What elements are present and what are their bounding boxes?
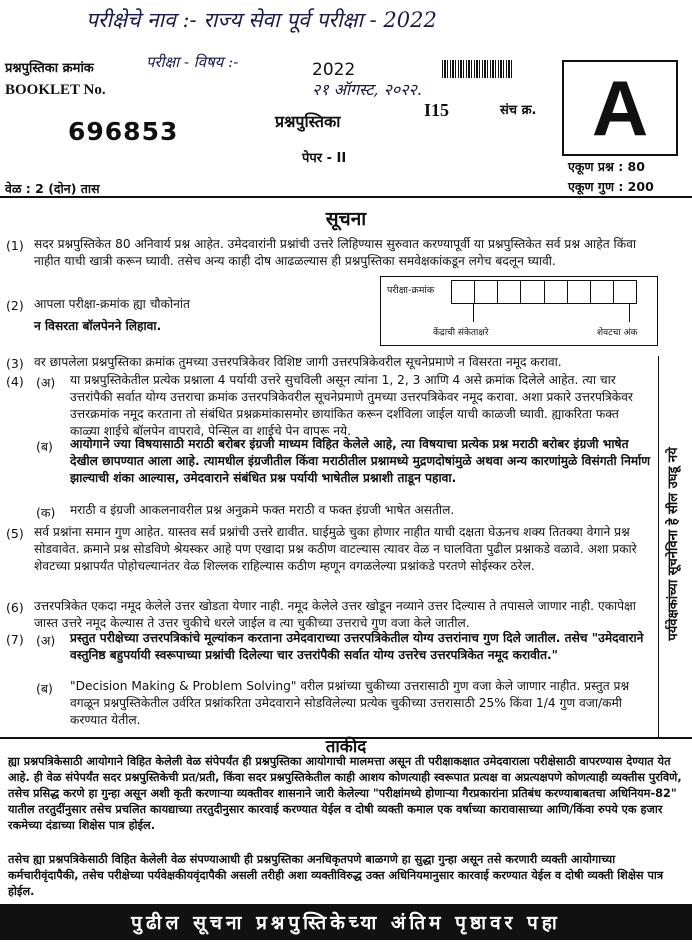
center-code-arrow-icon: [473, 304, 474, 322]
set-letter-box: [562, 60, 678, 156]
exam-number-cell: [614, 280, 637, 304]
exam-number-cell: [451, 280, 475, 304]
instruction-4b-label: (ब): [36, 439, 53, 454]
footer-note: पुढील सूचना प्रश्नपुस्तिकेच्या अंतिम पृष्ठावर पहा: [131, 912, 561, 934]
instruction-3-number: (3): [6, 356, 24, 371]
instruction-7b-label: (ब): [36, 681, 53, 696]
handwritten-exam-title: परीक्षेचे नाव :- राज्य सेवा पूर्व परीक्षा - 2022: [86, 8, 437, 32]
instruction-7a-label: (अ): [36, 633, 56, 648]
warning-paragraph-1: ह्या प्रश्नपत्रिकेसाठी आयोगाने विहित केलेली वेळ संपेपर्यंत ही प्रश्नपुस्तिका आयोगाची मालमत्ता असून ती परीक्षाकक्षात उमेदवाराला परीक्षेसाठी वापरण्यास देण्यात येत आहे. ही वेळ संपेपर्यंत सदर प्रश्नपुस्तिकेची प्रत/प्रती, किंवा सदर प्रश्नपुस्तिकेतील काही आशय कोणत्याही स्वरूपात प्रत्यक्ष वा अप्रत्यक्षपणे कोणत्याही व्यक्तीस पुरविणे, तसेच प्रसिद्ध करणे हा गुन्हा असून अशी कृती करणाऱ्या व्यक्तीवर शासनाने जारी केलेल्या "परीक्षांमध्ये होणाऱ्या गैरप्रकारांना प्रतिबंध करण्याबाबतचा अधिनियम-82" यातील तरतुदींनुसार तसेच प्रचलित कायद्याच्या तरतुदीनुसार कारवाई करण्यात येईल व दोषी व्यक्ती कमाल एक वर्षाच्या कारावासाच्या आणि/किंवा रुपये एक हजार रकमेच्या दंडाच्या शिक्षेस पात्र होईल.: [8, 755, 682, 832]
seal-side-strip: [658, 356, 687, 738]
warning-paragraph-2: तसेच ह्या प्रश्नपत्रिकेसाठी विहित केलेली वेळ संपण्याआधी ही प्रश्नपुस्तिका अनधिकृतपणे बाळगणे हा सुद्धा गुन्हा असून तसे करणारी व्यक्ती आयोगाच्या कर्मचारीवृंदापैकी, तसेच परीक्षेच्या पर्यवेक्षकीयवृंदापैकी असली तरीही अशा व्यक्तीविरुद्ध उक्त अधिनियमानुसार कारवाई करण्यात येईल व दोषी व्यक्ती शिक्षेस पात्र होईल.: [8, 853, 664, 898]
exam-number-cells: [451, 280, 637, 304]
paper-number: पेपर - II: [302, 151, 347, 166]
set-label: संच क्र.: [500, 103, 537, 118]
instruction-2-number: (2): [6, 298, 24, 313]
instruction-4k-label: (क): [36, 505, 56, 520]
booklet-label-mr: प्रश्नपुस्तिका क्रमांक: [5, 61, 94, 76]
instruction-5-text: सर्व प्रश्नांना समान गुण आहेत. यास्तव सर्व प्रश्नांची उत्तरे द्यावीत. घाईमुळे चुका होणार नाहीत याची दक्षता घेऊनच शक्य तितक्या वेगाने प्रश्न सोडवावेत. क्रमाने प्रश्न सोडविणे श्रेयस्कर आहे पण एखादा प्रश्न कठीण वाटल्यास त्यावर वेळ न घालविता पुढील प्रश्नाकडे वळावे. अशा प्रकारे शेवटच्या प्रश्नापर्यंत पोहोचल्यानंतर वेळ शिल्लक राहिल्यास कठीण म्हणून वगळलेल्या प्रश्नांकडे परतणे सोईस्कर ठरेल.: [34, 525, 637, 573]
instruction-4a-label: (अ): [36, 375, 56, 390]
last-digit-arrow-icon: [629, 304, 630, 322]
instructions-heading: सूचना: [325, 208, 367, 230]
set-letter: A: [591, 64, 649, 152]
exam-number-cell: [568, 280, 591, 304]
instruction-6-text: उत्तरपत्रिकेत एकदा नमूद केलेले उत्तर खोडता येणार नाही. नमूद केलेले उत्तर खोडून नव्याने उत्तर दिल्यास ते तपासले जाणार नाही. एकापेक्षा जास्त उत्तरे नमूद केल्यास ते उत्तर चुकीचे धरले जाईल व त्या चुकीच्या उत्तराचे गुण वजा केले जातील.: [34, 599, 636, 630]
booklet-code: I15: [424, 100, 450, 120]
barcode-icon: [442, 60, 514, 78]
warning-heading: ताकीद: [325, 737, 367, 757]
total-questions: एकूण प्रश्न : 80: [568, 159, 645, 174]
instruction-1-number: (1): [6, 238, 24, 253]
exam-number-cell: [591, 280, 614, 304]
booklet-title: प्रश्नपुस्तिका: [275, 112, 341, 131]
year: 2022: [312, 60, 356, 80]
instruction-4-number: (4): [6, 374, 24, 389]
total-marks: एकूण गुण : 200: [568, 179, 654, 194]
seal-side-note: पर्यवेक्षकांच्या सूचनेविना हे सील उघडू नये: [666, 447, 681, 641]
exam-number-cell: [545, 280, 568, 304]
instruction-4a-text: या प्रश्नपुस्तिकेतील प्रत्येक प्रश्नाला 4 पर्यायी उत्तरे सुचविली असून त्यांना 1, 2, 3 आणि 4 असे क्रमांक दिलेले आहेत. त्या चार उत्तरांपैकी सर्वात योग्य उत्तराचा क्रमांक उत्तरपत्रिकेवरील सूचनेप्रमाणे तुमच्या उत्तरपत्रिकेवर नमूद करावा. अशा प्रकारे उत्तरपत्रिकेवर उत्तरक्रमांक नमूद करताना तो संबंधित प्रश्नक्रमांकासमोर छायांकित करून दर्शविला जाईल याची काळजी घ्यावी. ह्याकरिता फक्त काळ्या शाईचे बॉलपेन वापरावे, पेन्सिल वा शाईचे पेन वापरू नये.: [70, 373, 633, 438]
instruction-7b-text: "Decision Making & Problem Solving" वरील प्रश्नांच्या चुकीच्या उत्तरासाठी गुण वजा केले जाणार नाहीत. प्रस्तुत प्रश्न वगळून प्रश्नपुस्तिकेतील उर्वरित प्रश्नांकरिता उमेदवाराने सोडविलेल्या प्रत्येक चुकीच्या उत्तरासाठी 25% किंवा 1/4 गुण वजा/कमी करण्यात येतील.: [70, 679, 630, 727]
instruction-7a-text: प्रस्तुत परीक्षेच्या उत्तरपत्रिकांचे मूल्यांकन करताना उमेदवाराच्या उत्तरपत्रिकेतील योग्य उत्तरांनाच गुण दिले जातील. तसेच "उमेदवाराने वस्तुनिष्ठ बहुपर्यायी स्वरूपाच्या प्रश्नांची दिलेल्या चार उत्तरांपैकी सर्वात योग्य उत्तरेच उत्तरपत्रिकेत नमूद करावीत.": [70, 631, 644, 662]
booklet-label-en: BOOKLET No.: [5, 82, 106, 98]
exam-number-cell: [521, 280, 544, 304]
handwritten-exam-date: २१ ऑगस्ट, २०२२.: [312, 80, 422, 99]
instruction-2-line-1: आपला परीक्षा-क्रमांक ह्या चौकोनांत: [34, 297, 190, 311]
header-divider: [0, 196, 692, 198]
instruction-6-number: (6): [6, 600, 24, 615]
exam-number-box-label: परीक्षा-क्रमांक: [387, 285, 435, 296]
booklet-number: 696853: [68, 117, 179, 146]
instruction-3-text: वर छापलेला प्रश्नपुस्तिका क्रमांक तुमच्या उत्तरपत्रिकेवर विशिष्ट जागी उत्तरपत्रिकेवरील सूचनेप्रमाणे न विसरता नमूद करावा.: [34, 355, 562, 369]
handwritten-exam-subject: परीक्षा - विषय :-: [146, 53, 239, 71]
last-digit-label: शेवटचा अंक: [597, 328, 638, 338]
exam-number-box: [380, 276, 658, 346]
instruction-4k-text: मराठी व इंग्रजी आकलनावरील प्रश्न अनुक्रमे फक्त मराठी व फक्त इंग्रजी भाषेत असतील.: [70, 503, 455, 517]
instruction-5-number: (5): [6, 526, 24, 541]
instruction-4b-text: आयोगाने ज्या विषयासाठी मराठी बरोबर इंग्रजी माध्यम विहित केलेले आहे, त्या विषयाचा प्रत्येक प्रश्न मराठी बरोबर इंग्रजी भाषेत देखील छापण्यात आला आहे. त्यामधील इंग्रजीतील किंवा मराठीतील प्रश्नामध्ये मुद्रणदोषांमुळे अथवा अन्य कारणांमुळे विसंगती निर्माण झाल्याची शंका आल्यास, उमेदवाराने संबंधित प्रश्न पर्यायी भाषेतील प्रश्नाशी ताडून पहावा.: [70, 437, 651, 485]
exam-number-cell: [475, 280, 498, 304]
instruction-7-number: (7): [6, 632, 24, 647]
footer-banner: [0, 904, 692, 940]
exam-number-cell: [498, 280, 521, 304]
time-allowed: वेळ : 2 (दोन) तास: [5, 181, 100, 196]
center-code-label: केंद्राची संकेताक्षरे: [433, 328, 489, 338]
instruction-1-text: सदर प्रश्नपुस्तिकेत 80 अनिवार्य प्रश्न आहेत. उमेदवारांनी प्रश्नांची उत्तरे लिहिण्यास सुरुवात करण्यापूर्वी या प्रश्नपुस्तिकेत सर्व प्रश्न आहेत किंवा नाहीत याची खात्री करून घ्यावी. तसेच अन्य काही दोष आढळल्यास ही प्रश्नपुस्तिका समवेक्षकांकडून लगेच बदलून घ्यावी.: [34, 237, 637, 268]
instruction-2-line-2: न विसरता बॉलपेनने लिहावा.: [34, 319, 162, 333]
